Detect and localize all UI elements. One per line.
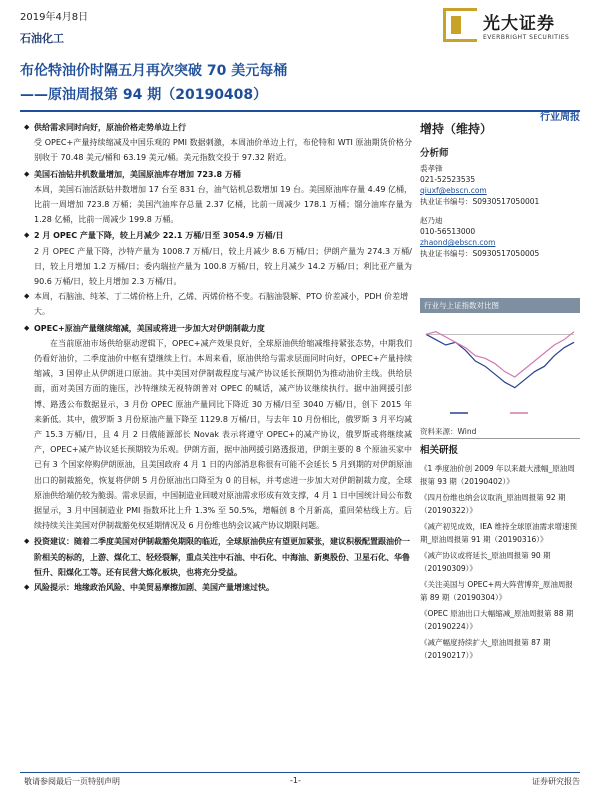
- logo-cn-text: 光大证券: [483, 14, 555, 34]
- license-label: 执业证书编号：: [420, 197, 473, 206]
- chart-title: 行业与上证指数对比图: [420, 298, 580, 313]
- bullet-7: [24, 580, 412, 595]
- analyst-name: 赵乃迪: [420, 216, 443, 225]
- report-title: 布伦特油价时隔五月再次突破 70 美元每桶: [20, 63, 288, 79]
- sector-label: 石油化工: [20, 32, 64, 45]
- diamond-bullet-icon: ◆: [24, 231, 30, 240]
- bullet-heading: 供给需求同时向好，原油价格走势单边上行: [34, 123, 186, 132]
- rating: 增持（维持）: [420, 122, 493, 136]
- bullet-heading: OPEC+原油产量继续缩减，美国或将进一步加大对伊朗制裁力度: [34, 323, 265, 333]
- bullet-body: 本周，美国石油活跃钻井数增加 17 台至 831 台，油气钻机总数增加 19 台。美国原油库存量 4.49 亿桶，比前一周增加 723.8 万桶；美国汽油库存总量 2.37 亿桶，比前一周减少 178.1 万桶；馏分油库存量为 1.28 亿桶，比前一周减少 199.8 万桶。: [34, 184, 412, 225]
- diamond-bullet-icon: ◆: [24, 323, 30, 332]
- diamond-bullet-icon: ◆: [24, 169, 30, 178]
- bullet-body: 地缘政治风险、中美贸易摩擦加剧、美国产量增速过快。: [74, 583, 274, 593]
- bullet-5: [24, 321, 412, 336]
- analyst-email-link[interactable]: zhaond@ebscn.com: [420, 238, 496, 247]
- related-heading: 相关研报: [420, 445, 459, 456]
- bullet-6: [24, 534, 412, 580]
- diamond-bullet-icon: ◆: [24, 583, 30, 592]
- page-number: -1-: [290, 776, 301, 785]
- license-number: S0930517050001: [472, 197, 540, 206]
- related-report-link[interactable]: 《减产初见成效，IEA 维持全球原油需求增速预期_原油周报第 91 期（20190316）》: [420, 521, 577, 544]
- related-report-link[interactable]: 《关注美国与 OPEC+两大阵营博弈_原油周报第 89 期（20190304）》: [420, 579, 573, 602]
- diamond-bullet-icon: ◆: [24, 537, 30, 546]
- main-content: [24, 120, 412, 595]
- bullet-text: 本周，石脑油、纯苯、丁二烯价格上升，乙烯、丙烯价格不变。石脑油裂解、PTO 价差减小，PDH 价差增大。: [34, 292, 409, 317]
- bullet-heading: 投资建议：: [34, 537, 74, 547]
- logo-mark-icon: [443, 8, 477, 42]
- related-report-link[interactable]: 《减产协议或将延长_原油周报第 90 期（20190309）》: [420, 550, 551, 573]
- bullet-heading: 风险提示：: [34, 583, 74, 593]
- bullet-2: [24, 167, 412, 182]
- license-number: S0930517050005: [472, 249, 540, 258]
- license-label: 执业证书编号：: [420, 249, 473, 258]
- bullet-heading: 2 月 OPEC 产量下降，较上月减少 22.1 万桶/日至 3054.9 万桶/日: [34, 231, 284, 241]
- report-subtitle: ——原油周报第 94 期（20190408）: [20, 87, 268, 103]
- related-report-link[interactable]: 《四月份维也纳会议取消_原油周报第 92 期（20190322）》: [420, 492, 566, 515]
- chart-source: 资料来源：Wind: [420, 427, 477, 436]
- diamond-bullet-icon: ◆: [24, 123, 30, 131]
- bullet-body: 在当前原油市场供给驱动逻辑下，OPEC+减产效果良好，全球原油供给缩减维持紧张态势，中期我们仍看好油价，二季度油价中枢有望继续上行。本周来看，原油供给与需求层面同时向好，OPEC+产量持续缩减，3 国停止从伊朗进口原油。其中美国对伊制裁程度与减产协议延长预期仍为推动油价主线。供给层面，面对美国方面的施压，沙特继续无视特朗普对 OPEC 的喊话，减产协议继续执行。据中油网援引彭博、路透公布数据显示，3 月份 OPEC 原油产量同比下降近 30 万桶/日至 3040 万桶/日，创下 2015 年来新低。其中，俄罗斯 3 月份原油产量下降至 1129.8 万桶/日，与去年 10 月份相比，俄罗斯 3 月平均减产 15.3 万桶/日，且 4 月 2 日俄能源部长 Novak 表示将遵守 OPEC+的减产协议，俄罗斯或将继续减产，OPEC+减产协议延长预期较为乐观。伊朗方面，据中油网援引路透报道，伊朗主要的 8 个原油买家中已有 3 个国家停购伊朗原油，且美国政府 4 月 1 日的内部消息称很有可能不会延长 5 月到期的对伊朗原油出口的制裁豁免，恢复将伊朗 5 月份原油出口降至为 0 的目标，并考虑进一步加大对伊朗制裁力度，全球原油供给端仍较为脆弱。需求层面，中国制造业回暖对原油需求形成有效支撑，4 月 1 日中国统计局公布数据显示，3 月中国制造业 PMI 指数环比上升 1.3% 至 50.5%，增幅创 8 个月新高，重回荣枯线上方。后续持续关注美国对伊制裁豁免权延期情况及 6 月份维也纳会议减产协议期限问题。: [34, 338, 412, 531]
- bullet-3: [24, 228, 412, 243]
- footer-label: 证券研究报告: [532, 777, 580, 786]
- analyst-name: 裘孝锋: [420, 164, 443, 173]
- chart-divider: [420, 438, 580, 439]
- bullet-body: 受 OPEC+产量持续缩减及中国乐观的 PMI 数据刺激，本周油价单边上行，布伦特和 WTI 原油期货价格分别收于 70.48 美元/桶和 63.19 美元/桶。美元指数交投于 97.32 附近。: [34, 138, 412, 163]
- bullet-body: 随着二季度美国对伊制裁豁免期限的临近，全球原油供应有望更加紧张，建议积极配置跟油价一阶相关的标的，上游、煤化工、轻烃裂解，重点关注中石油、中石化、中海油、新奥股份、卫星石化、华鲁恒升、阳煤化工等。还有民营大炼化板块，也将充分受益。: [34, 537, 410, 577]
- analyst-email-link[interactable]: qiuxf@ebscn.com: [420, 186, 487, 195]
- sidebar: [420, 120, 580, 259]
- logo-en-text: EVERBRIGHT SECURITIES: [483, 34, 570, 41]
- report-date: 2019年4月8日: [20, 12, 89, 23]
- bullet-heading: 美国石油钻井机数量增加，美国原油库存增加 723.8 万桶: [34, 169, 241, 179]
- bullet-4: [24, 289, 412, 319]
- related-report-link[interactable]: 《OPEC 原油出口大幅缩减_原油周报第 88 期（20190224）》: [420, 608, 574, 631]
- analyst-heading: 分析师: [420, 148, 449, 159]
- title-divider: [20, 110, 580, 112]
- bullet-1: [24, 120, 412, 135]
- footer-disclaimer: 敬请参阅最后一页特别声明: [24, 777, 120, 786]
- analyst-phone: 010-56513000: [420, 227, 476, 236]
- chart-series-line-2: [426, 332, 574, 377]
- related-reports: [420, 444, 580, 665]
- related-report-link[interactable]: 《减产幅度持续扩大_原油周报第 87 期（20190217）》: [420, 637, 551, 660]
- report-type: 行业周报: [540, 112, 580, 123]
- company-logo: [443, 8, 569, 42]
- chart-plot: [420, 313, 580, 419]
- analyst-phone: 021-52523535: [420, 175, 476, 184]
- chart-series-line-1: [426, 334, 574, 387]
- footer-divider: [20, 772, 580, 773]
- comparison-chart: [420, 298, 580, 420]
- diamond-bullet-icon: ◆: [24, 292, 30, 301]
- bullet-body: 2 月 OPEC 产量下降，沙特产量为 1008.7 万桶/日，较上月减少 8.6 万桶/日；伊朗产量为 274.3 万桶/日，较上月增加 1.2 万桶/日；委内瑞拉产量为 100.8 万桶/日，较上月减少 14.2 万桶/日；利比亚产量为 90.6 万桶/日，较上月增加 2.3 万桶/日。: [34, 246, 412, 287]
- related-report-link[interactable]: 《1 季度油价创 2009 年以来最大涨幅_原油周报第 93 期（20190402）》: [420, 463, 575, 486]
